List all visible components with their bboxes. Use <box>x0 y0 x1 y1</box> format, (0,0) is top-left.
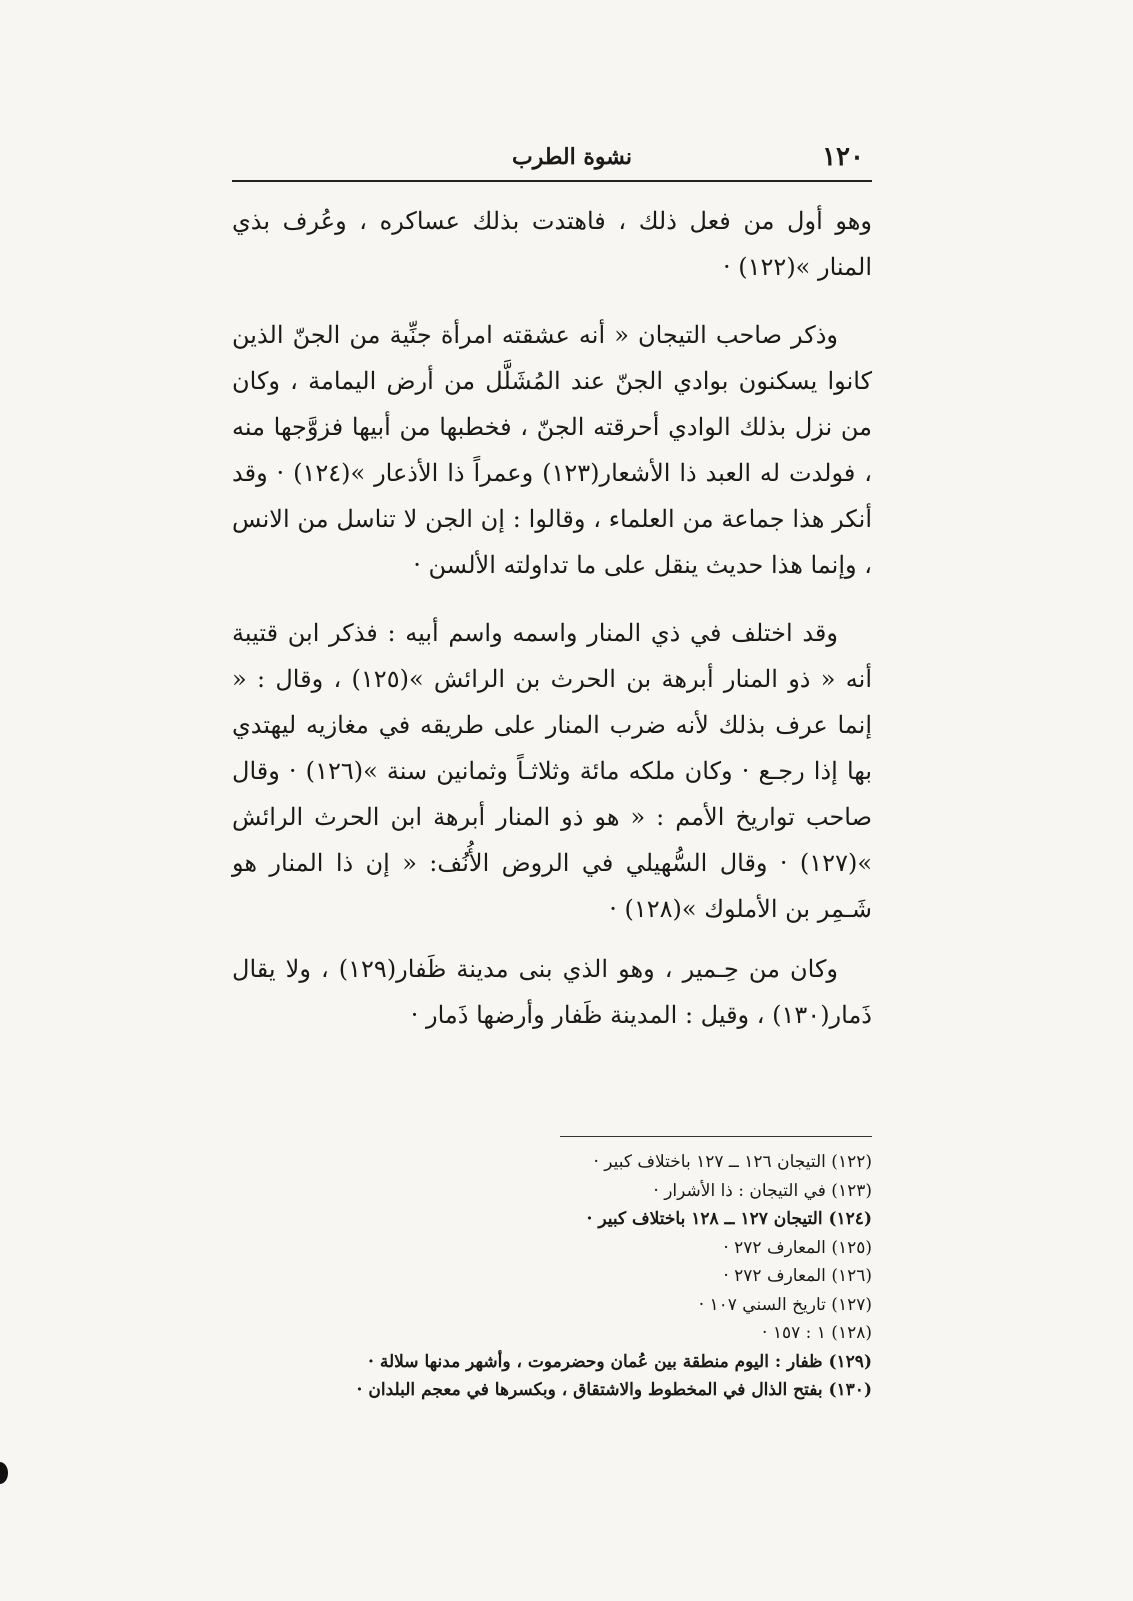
footnote: (١٢٥) المعارف ٢٧٢ · <box>723 1237 872 1258</box>
footnote: (١٢٤) التيجان ١٢٧ ــ ١٢٨ باختلاف كبير · <box>586 1209 872 1229</box>
running-title: نشوة الطرب <box>511 144 632 170</box>
paragraph: وذكر صاحب التيجان « أنه عشقته امرأة جنِّية من الجنّ الذين كانوا يسكنون بوادي الجنّ عند المُشَلَّل من أرض اليمامة ، وكان من نزل بذلك الوادي أحرقته الجنّ ، فخطبها من أبيها فزوَّجها منه ، فولدت له العبد ذا الأشعار(١٢٣) وعمراً ذا الأذعار »(١٢٤) · وقد أنكر هذا جماعة من العلماء ، وقالوا : إن الجن لا تناسل من الانس ، وإنما هذا حديث ينقل على ما تداولته الألسن · <box>232 321 872 579</box>
footnote: (١٢٢) التيجان ١٢٦ ــ ١٢٧ باختلاف كبير · <box>593 1152 872 1172</box>
footnote: (١٢٩) ظفار : اليوم منطقة بين عُمان وحضرموت ، وأشهر مدنها سلالة · <box>368 1351 872 1372</box>
footnote: (١٢٧) تاريخ السني ١٠٧ · <box>698 1294 872 1315</box>
footnote-divider <box>560 1136 872 1137</box>
footnote: (١٢٣) في التيجان : ذا الأشرار · <box>653 1180 872 1201</box>
page-header <box>232 140 872 182</box>
footnotes <box>232 1148 872 1405</box>
footnote: (١٢٨) ١ : ١٥٧ · <box>762 1323 872 1343</box>
footnote: (١٣٠) بفتح الذال في المخطوط والاشتقاق ، وبكسرها في معجم البلدان · <box>356 1380 872 1400</box>
paragraph: وهو أول من فعل ذلك ، فاهتدت بذلك عساكره ، وعُرف بذي المنار »(١٢٢) · <box>232 207 872 281</box>
paragraph: وكان من حِـمير ، وهو الذي بنى مدينة ظَفار(١٢٩) ، ولا يقال ذَمار(١٣٠) ، وقيل : المدينة ظَفار وأرضها ذَمار · <box>232 955 872 1029</box>
body-text <box>232 198 872 1060</box>
paragraph: وقد اختلف في ذي المنار واسمه واسم أبيه : فذكر ابن قتيبة أنه « ذو المنار أبرهة بن الحرث بن الرائش »(١٢٥) ، وقال : « إنما عرف بذلك لأنه ضرب المنار على طريقه في مغازيه ليهتدي بها إذا رجـع · وكان ملكه مائة وثلاثـاً وثمانين سنة »(١٢٦) · وقال صاحب تواريخ الأمم : « هو ذو المنار أبرهة ابن الحرث الرائش »(١٢٧) · وقال السُّهيلي في الروض الأُنُف: « إن ذا المنار هو شَـمِر بن الأملوك »(١٢٨) · <box>232 619 873 923</box>
scan-edge-mark <box>0 1462 8 1484</box>
page-number: ١٢٠ <box>822 142 864 172</box>
footnote: (١٢٦) المعارف ٢٧٢ · <box>723 1266 872 1286</box>
